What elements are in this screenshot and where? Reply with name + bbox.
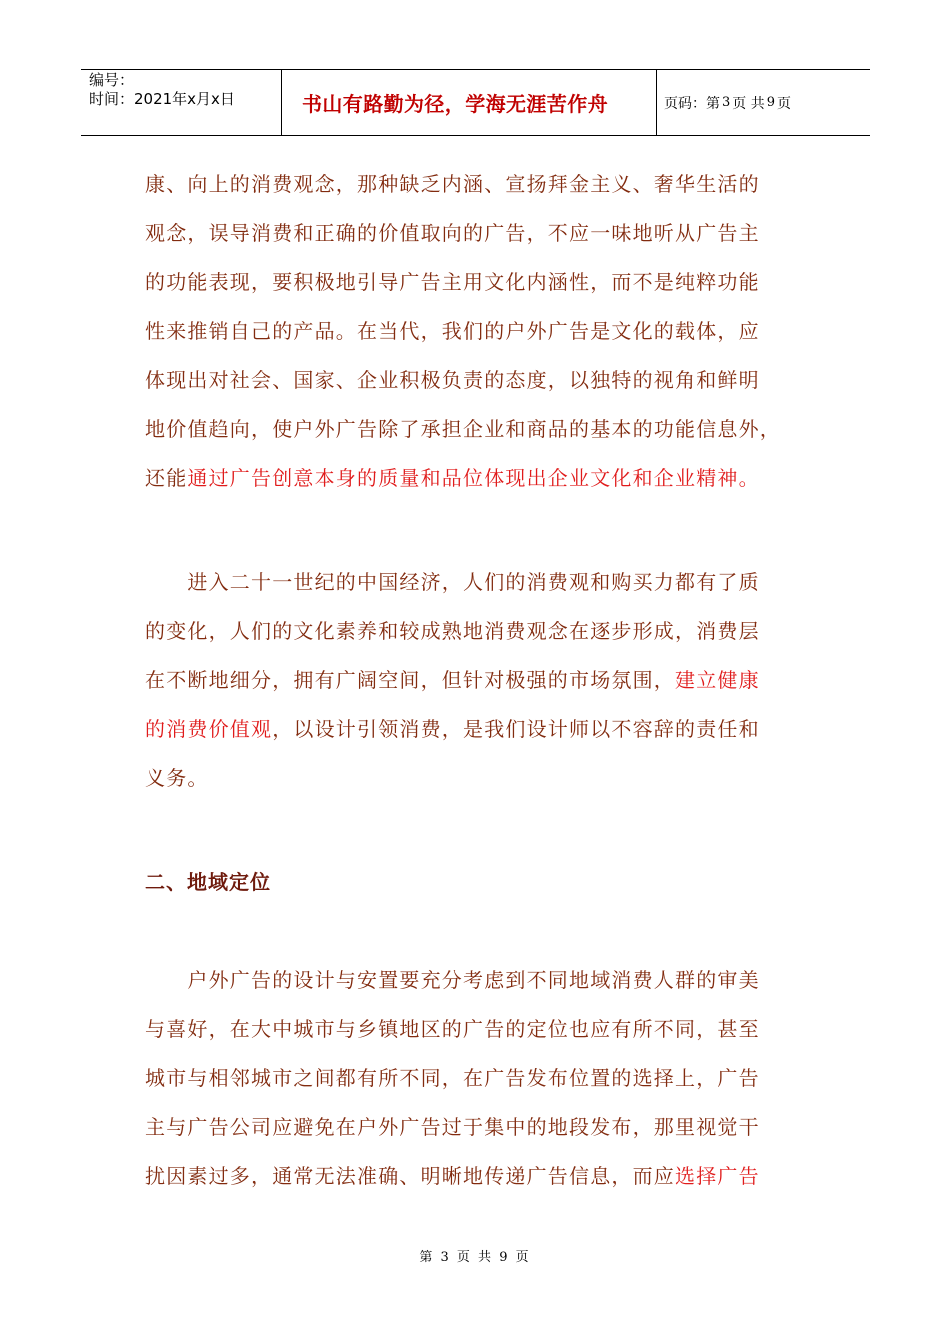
highlighted-text: 通过广告创意本身的质量和品位体现出企业文化和企业精神。 bbox=[187, 466, 760, 490]
text-run: 在不断地细分，拥有广阔空间，但针对极强的市场氛围， bbox=[145, 668, 675, 692]
paragraph-line: 义务。 bbox=[145, 766, 209, 790]
paragraph-1 bbox=[145, 160, 805, 503]
date-label: 时间：2021年x月x日 bbox=[89, 90, 235, 108]
header-meta bbox=[81, 70, 281, 135]
highlighted-text: 的消费价值观 bbox=[145, 717, 273, 741]
paragraph-line bbox=[145, 454, 805, 503]
motto-text: 书山有路勤为径，学海无涯苦作舟 bbox=[302, 92, 608, 116]
paragraph-line: 性来推销自己的产品。在当代，我们的户外广告是文化的载体，应 bbox=[145, 319, 760, 343]
page-info-suffix: 页 bbox=[777, 95, 792, 112]
paragraph-line: 主与广告公司应避免在户外广告过于集中的地段发布，那里视觉干 bbox=[145, 1115, 760, 1139]
number-label: 编号： bbox=[89, 71, 135, 89]
paragraph-line: 与喜好，在大中城市与乡镇地区的广告的定位也应有所不同，甚至 bbox=[145, 1017, 760, 1041]
highlighted-text: 建立健康 bbox=[675, 668, 760, 692]
page-info-prefix: 页码：第 bbox=[664, 95, 720, 112]
paragraph-line: 康、向上的消费观念，那种缺乏内涵、宣扬拜金主义、奢华生活的 bbox=[145, 172, 760, 196]
paragraph-line: 地价值趋向，使户外广告除了承担企业和商品的基本的功能信息外， bbox=[145, 417, 781, 441]
page-current: 3 bbox=[722, 95, 731, 110]
text-run: ，以设计引领消费，是我们设计师以不容辞的责任和 bbox=[272, 717, 760, 741]
paragraph-line: 户外广告的设计与安置要充分考虑到不同地域消费人群的审美 bbox=[145, 968, 760, 992]
paragraph-line bbox=[145, 705, 805, 754]
paragraph-line: 体现出对社会、国家、企业积极负责的态度，以独特的视角和鲜明 bbox=[145, 368, 760, 392]
paragraph-line: 的功能表现，要积极地引导广告主用文化内涵性，而不是纯粹功能 bbox=[145, 270, 760, 294]
page-header bbox=[81, 69, 870, 136]
page-total: 9 bbox=[766, 95, 776, 110]
paragraph-line: 进入二十一世纪的中国经济，人们的消费观和购买力都有了质 bbox=[145, 570, 760, 594]
paragraph-line bbox=[145, 656, 805, 705]
page-footer: 第 3 页 共 9 页 bbox=[419, 1250, 531, 1265]
header-motto bbox=[281, 70, 657, 135]
paragraph-line bbox=[145, 1152, 805, 1201]
page-info-mid: 页 共 bbox=[732, 95, 765, 112]
text-run: 还能 bbox=[145, 466, 188, 490]
highlighted-text: 选择广告 bbox=[675, 1164, 760, 1188]
paragraph-3 bbox=[145, 956, 805, 1201]
text-run: 扰因素过多，通常无法准确、明晰地传递广告信息，而应 bbox=[145, 1164, 675, 1188]
paragraph-line: 观念，误导消费和正确的价值取向的广告，不应一味地听从广告主 bbox=[145, 221, 760, 245]
paragraph-line: 的变化，人们的文化素养和较成熟地消费观念在逐步形成，消费层 bbox=[145, 619, 760, 643]
header-page-info bbox=[657, 70, 870, 135]
section-heading: 二、地域定位 bbox=[145, 870, 271, 894]
paragraph-line: 城市与相邻城市之间都有所不同，在广告发布位置的选择上，广告 bbox=[145, 1066, 760, 1090]
paragraph-2 bbox=[145, 558, 805, 803]
